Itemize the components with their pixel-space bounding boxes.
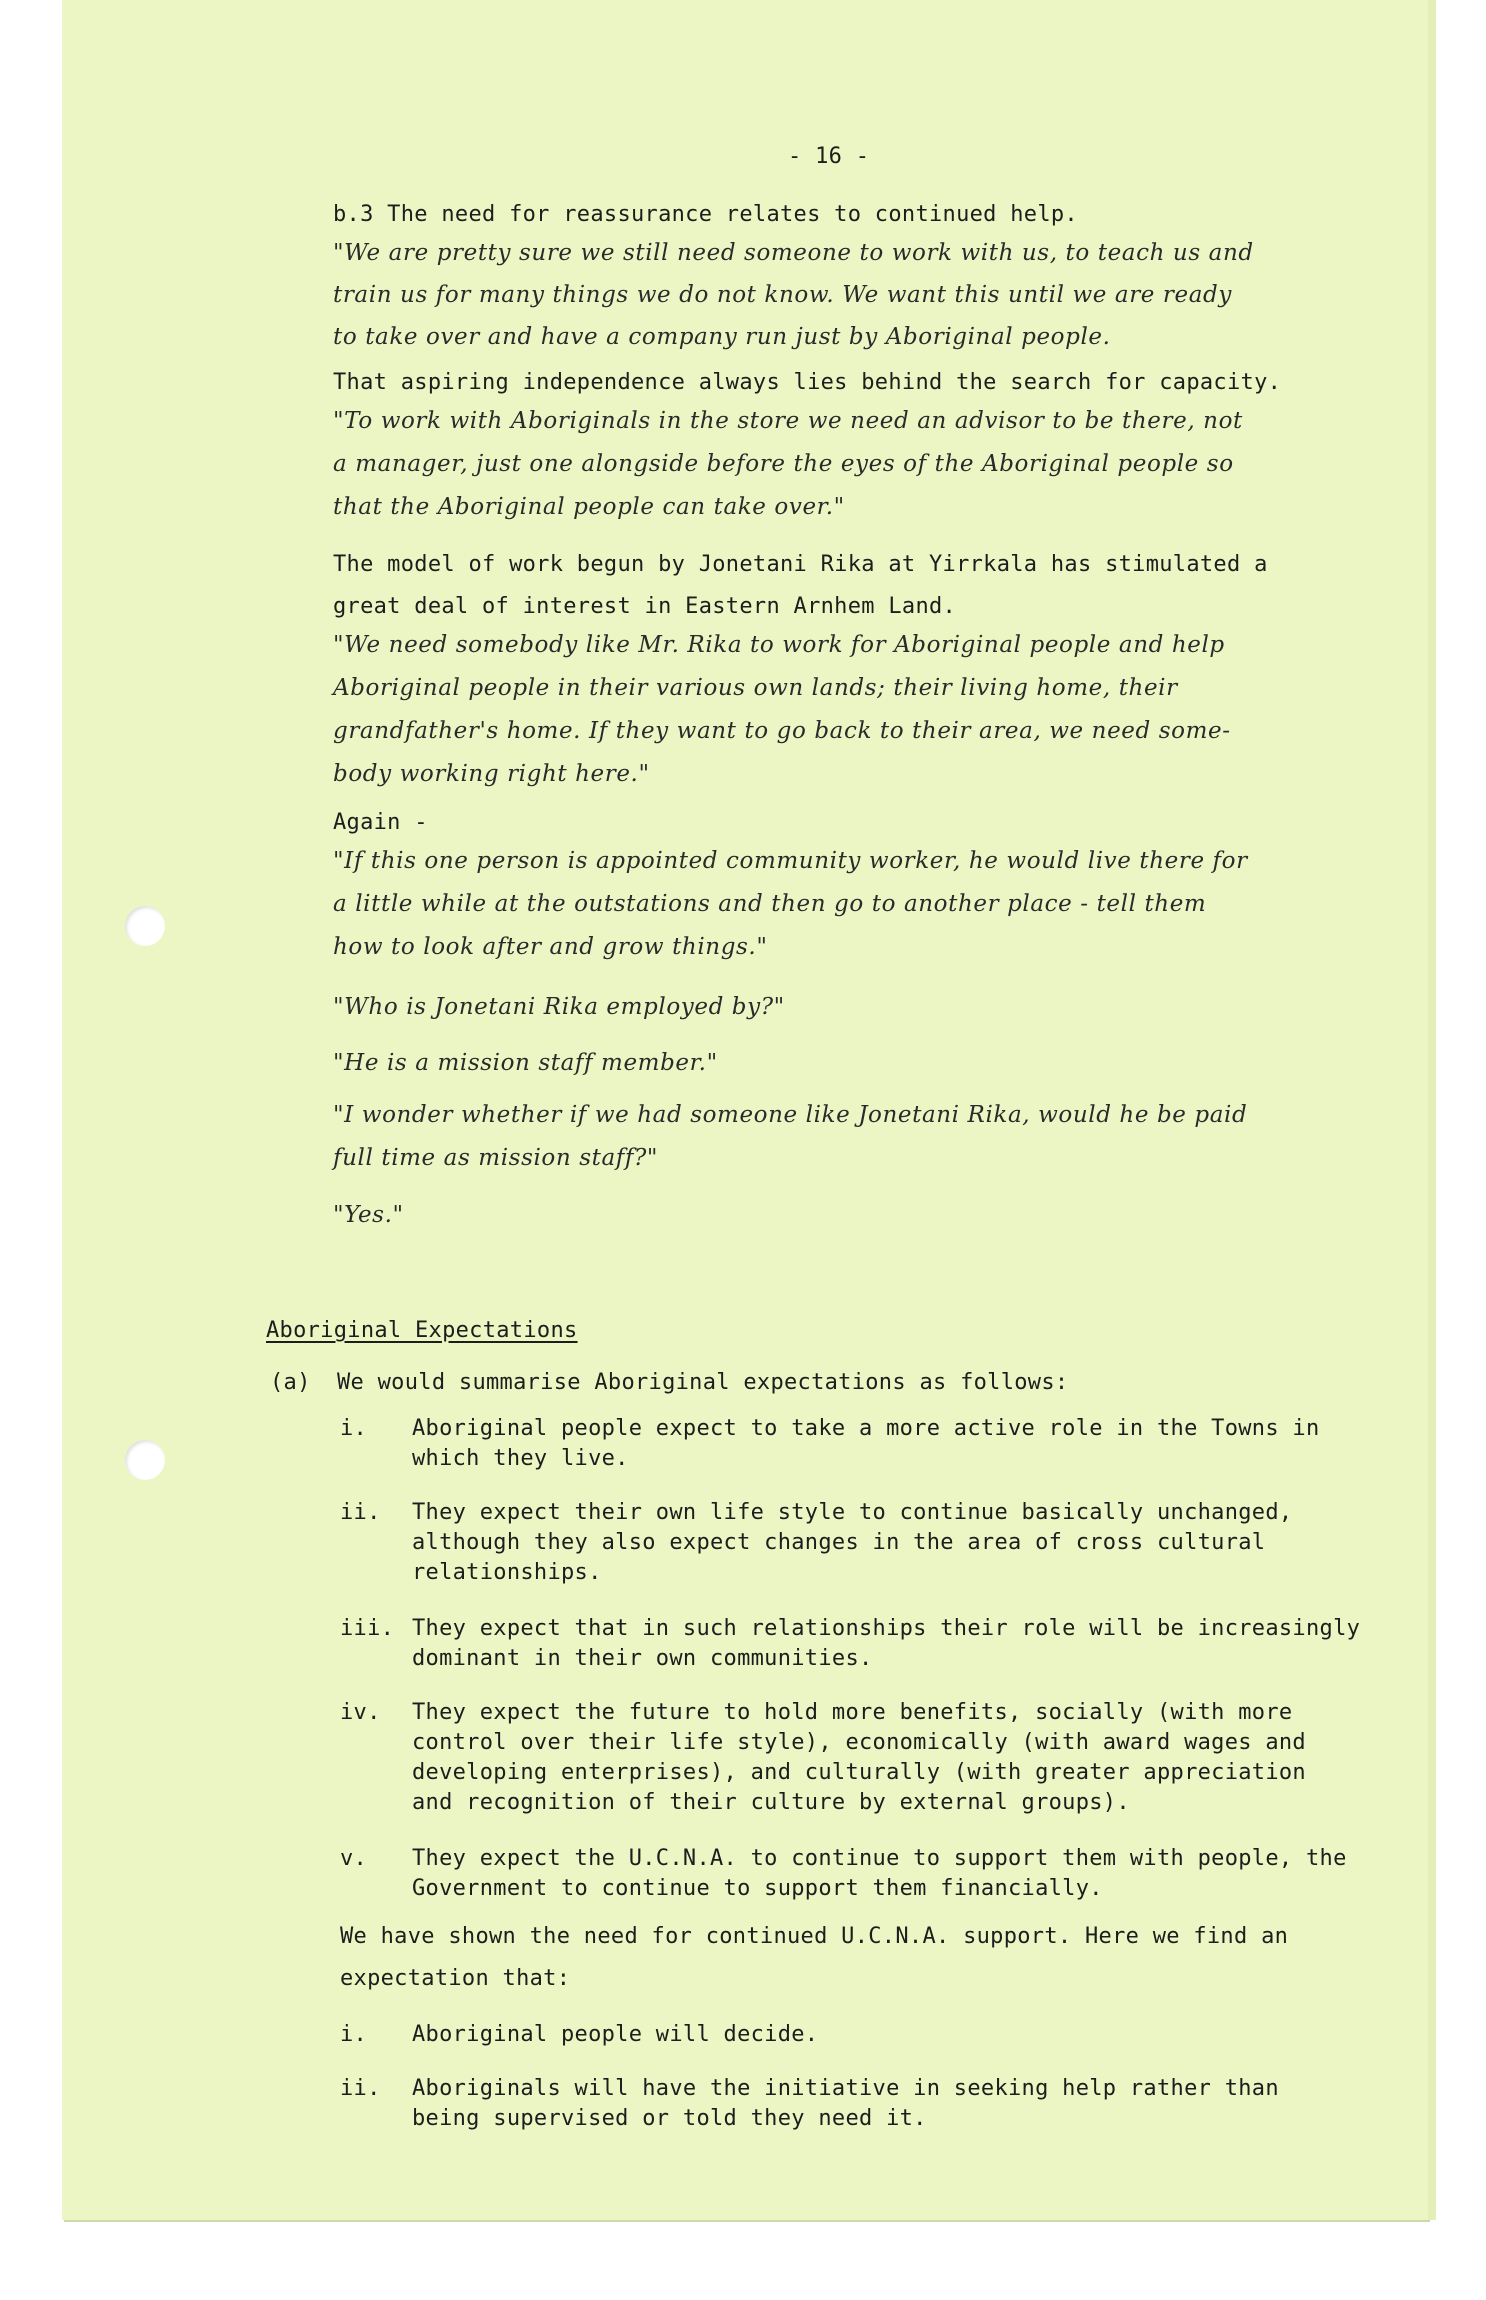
section-heading-expectations: Aboriginal Expectations [266,1318,578,1343]
quote-line: "We are pretty sure we still need someone to work with us, to teach us and [333,240,1254,266]
quote-line: "He is a mission staff member." [333,1050,718,1076]
list-item-line: which they live. [412,1446,629,1471]
punch-hole [125,1440,165,1480]
quote-line: "To work with Aboriginals in the store we need an advisor to be there, not [333,408,1243,434]
quote-line: that the Aboriginal people can take over." [333,494,845,520]
list-item-number: iv. [340,1700,381,1725]
list-item-number: iii. [340,1616,395,1641]
quote-line: grandfather's home. If they want to go back to their area, we need some- [333,718,1231,744]
paragraph-line: expectation that: [340,1966,571,1991]
quote-line: train us for many things we do not know. We want this until we are ready [333,282,1232,308]
list-item-line: relationships. [412,1560,602,1585]
again-label: Again - [333,810,428,835]
list-item-line: They expect the U.C.N.A. to continue to support them with people, the [412,1846,1347,1871]
section-heading: b.3 The need for reassurance relates to continued help. [333,202,1078,227]
list-item-line: Government to continue to support them financially. [412,1876,1103,1901]
quote-line: a little while at the outstations and then go to another place - tell them [333,891,1207,917]
quote-line: "If this one person is appointed community worker, he would live there for [333,848,1248,874]
list-item-line: They expect that in such relationships their role will be increasingly [412,1616,1361,1641]
list-item-line: They expect the future to hold more benefits, socially (with more [412,1700,1293,1725]
paragraph-line: We have shown the need for continued U.C.N.A. support. Here we find an [340,1924,1289,1949]
quote-line: Aboriginal people in their various own lands; their living home, their [333,675,1178,701]
list-item-number: i. [340,1416,368,1441]
list-item-line: developing enterprises), and culturally (with greater appreciation [412,1760,1306,1785]
page-number: - 16 - [788,144,870,169]
list-item-line: control over their life style), economically (with award wages and [412,1730,1306,1755]
list-item-number: ii. [340,1500,381,1525]
quote-line: "Who is Jonetani Rika employed by?" [333,994,785,1020]
list-item-line: although they also expect changes in the area of cross cultural [412,1530,1266,1555]
intro-text: We would summarise Aboriginal expectations as follows: [337,1370,1069,1395]
list-item-line: Aboriginal people will decide. [412,2022,819,2047]
list-item-line: Aboriginals will have the initiative in seeking help rather than [412,2076,1279,2101]
quote-line: "We need somebody like Mr. Rika to work for Aboriginal people and help [333,632,1225,658]
page-edge [1428,0,1436,2220]
list-item-line: Aboriginal people expect to take a more active role in the Towns in [412,1416,1320,1441]
list-item-line: They expect their own life style to continue basically unchanged, [412,1500,1293,1525]
list-item-number: v. [340,1846,368,1871]
quote-line: a manager, just one alongside before the eyes of the Aboriginal people so [333,451,1234,477]
list-item-number: ii. [340,2076,381,2101]
quote-line: to take over and have a company run just by Aboriginal people. [333,324,1111,350]
list-item-line: and recognition of their culture by external groups). [412,1790,1130,1815]
statement: That aspiring independence always lies behind the search for capacity. [333,370,1282,395]
list-item-line: dominant in their own communities. [412,1646,873,1671]
punch-hole [125,906,165,946]
quote-line: body working right here." [333,761,650,787]
paragraph-line: great deal of interest in Eastern Arnhem Land. [333,594,957,619]
paragraph-line: The model of work begun by Jonetani Rika at Yirrkala has stimulated a [333,552,1268,577]
list-label: (a) [270,1370,311,1395]
quote-line: full time as mission staff?" [333,1145,659,1171]
list-item-number: i. [340,2022,368,2047]
quote-line: "I wonder whether if we had someone like Jonetani Rika, would he be paid [333,1102,1248,1128]
list-item-line: being supervised or told they need it. [412,2106,927,2131]
quote-line: how to look after and grow things." [333,934,768,960]
quote-line: "Yes." [333,1202,404,1228]
